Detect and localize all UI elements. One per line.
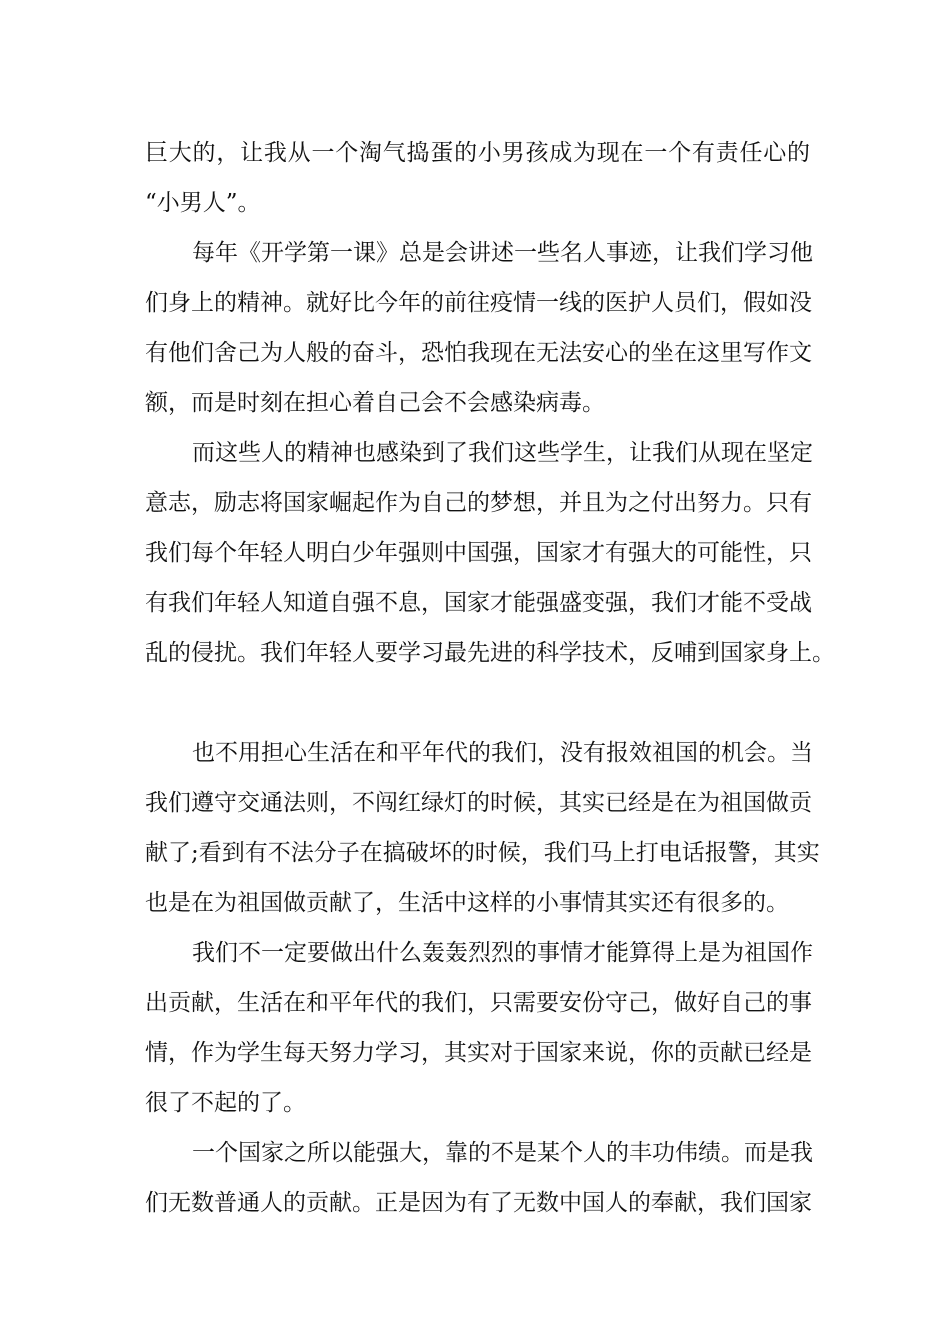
paragraph-4-line-1: 也不用担心生活在和平年代的我们，没有报效祖国的机会。当 bbox=[192, 740, 813, 766]
paragraph-1-line-2: “小男人”。 bbox=[145, 190, 261, 216]
paragraph-4-line-3: 献了;看到有不法分子在搞破坏的时候，我们马上打电话报警，其实 bbox=[145, 840, 820, 866]
paragraph-5-line-3: 情，作为学生每天努力学习，其实对于国家来说，你的贡献已经是 bbox=[145, 1040, 812, 1066]
document-body bbox=[145, 128, 835, 1228]
paragraph-6-line-1: 一个国家之所以能强大，靠的不是某个人的丰功伟绩。而是我 bbox=[192, 1140, 813, 1166]
paragraph-4-line-2: 我们遵守交通法则，不闯红绿灯的时候，其实已经是在为祖国做贡 bbox=[145, 790, 812, 816]
paragraph-3-line-2: 意志，励志将国家崛起作为自己的梦想，并且为之付出努力。只有 bbox=[145, 490, 812, 516]
paragraph-5-line-4: 很了不起的了。 bbox=[145, 1090, 306, 1116]
paragraph-5-line-2: 出贡献，生活在和平年代的我们，只需要安份守己，做好自己的事 bbox=[145, 990, 812, 1016]
paragraph-1-line-1: 巨大的，让我从一个淘气捣蛋的小男孩成为现在一个有责任心的 bbox=[145, 140, 810, 166]
paragraph-3-line-5: 乱的侵扰。我们年轻人要学习最先进的科学技术，反哺到国家身上。 bbox=[145, 640, 835, 666]
paragraph-4-line-4: 也是在为祖国做贡献了，生活中这样的小事情其实还有很多的。 bbox=[145, 890, 789, 916]
paragraph-3-line-1: 而这些人的精神也感染到了我们这些学生，让我们从现在坚定 bbox=[192, 440, 813, 466]
paragraph-6-line-2: 们无数普通人的贡献。正是因为有了无数中国人的奉献，我们国家 bbox=[145, 1190, 812, 1216]
paragraph-2-line-1: 每年《开学第一课》总是会讲述一些名人事迹，让我们学习他 bbox=[192, 240, 813, 266]
paragraph-3-line-4: 有我们年轻人知道自强不息，国家才能强盛变强，我们才能不受战 bbox=[145, 590, 812, 616]
paragraph-2-line-2: 们身上的精神。就好比今年的前往疫情一线的医护人员们，假如没 bbox=[145, 290, 812, 316]
paragraph-5-line-1: 我们不一定要做出什么轰轰烈烈的事情才能算得上是为祖国作 bbox=[192, 940, 813, 966]
paragraph-3-line-3: 我们每个年轻人明白少年强则中国强，国家才有强大的可能性，只 bbox=[145, 540, 812, 566]
paragraph-2-line-3: 有他们舍己为人般的奋斗，恐怕我现在无法安心的坐在这里写作文 bbox=[145, 340, 812, 366]
paragraph-2-line-4: 额，而是时刻在担心着自己会不会感染病毒。 bbox=[145, 390, 605, 416]
paragraph-gap bbox=[145, 678, 810, 728]
